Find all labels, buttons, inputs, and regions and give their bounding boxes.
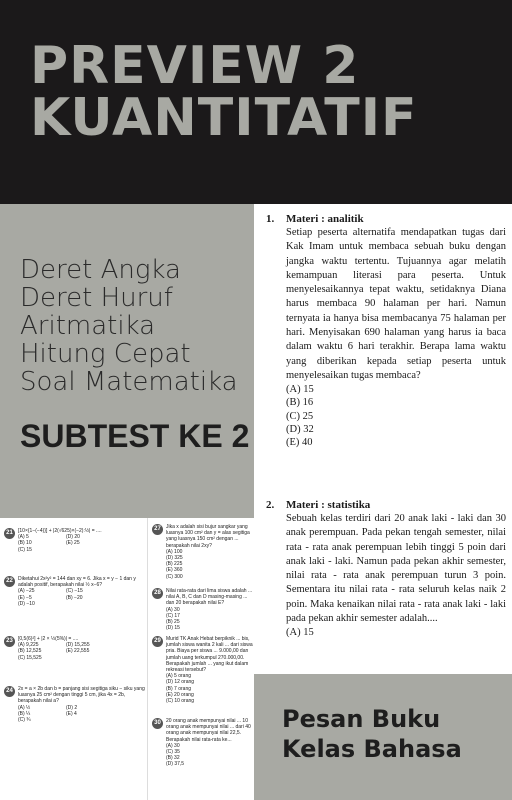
answer-option: (A) 100: [166, 548, 183, 555]
answer-option: (E) 20 orang: [166, 691, 194, 698]
question-topic: Materi : analitik: [286, 213, 364, 225]
answer-option: (B) 16: [286, 397, 314, 409]
order-line1: Pesan Buku: [282, 705, 441, 733]
answer-option: (B) 7 orang: [166, 685, 192, 692]
thumb-question: [152, 718, 254, 768]
question-number: 2.: [266, 499, 275, 511]
question-text: Sebuah kelas terdiri dari 20 anak laki - laki dan 30 anak perempuan. Pada pekan tengah semester, nilai rata - rata anak perempuan lebih tinggi 5 poin dari anak laki - laki. Namun pada pekan akhir semester, nilai rata - rata anak perempuan turun 3 poin. Sementara itu nilai rata - rata seluruh kelas naik 2 poin. Maka kenaikan nilai rata - rata anak laki - laki pada pekan akhir semester adalah....: [286, 513, 506, 625]
answer-option: (A) 9,225: [18, 642, 39, 649]
question-number-badge: 30: [152, 718, 163, 729]
answer-option: (E) 4: [66, 710, 77, 717]
answer-option: (E) 40: [286, 437, 313, 449]
answer-option: (D) −10: [18, 600, 35, 607]
question-topic: Materi : statistika: [286, 499, 371, 511]
subtest-label: SUBTEST KE 2: [20, 418, 250, 454]
answer-option: (B) 12,525: [18, 648, 42, 655]
answer-option: (D) 12 orang: [166, 679, 195, 686]
answer-option: (A) 5 orang: [166, 673, 192, 680]
answer-option: (E) −5: [18, 594, 32, 601]
practice-sheet-thumbnail: [0, 518, 254, 800]
question-text: Murid TK Anak Hebat berpiknik ... bis, jumlah siswa wanita 2 kali ... dari siswa pria. Biaya per siswa ... 9.000,00 dan jumlah uang terkumpul 270.000,00. Berapakah jumlah ... yang ikut dalam rekreasi tersebut?: [166, 636, 253, 674]
answer-option: (D) 37,5: [166, 761, 185, 768]
topic-item: Aritmatika: [20, 311, 156, 341]
answer-option: (A) 30: [166, 606, 180, 613]
question-text: 2x = a × 2b dan b = panjang sisi segitiga siku − siku yang luasnya 25 cm² dengan tinggi 5 cm, jika 4x = 2b, berapakah nilai a?: [18, 686, 145, 705]
options: [166, 607, 254, 632]
topic-item: Deret Huruf: [20, 283, 173, 313]
answer-option: (C) 15: [18, 546, 32, 553]
options: [166, 549, 254, 580]
answer-option: (C) ¾: [18, 717, 31, 724]
options: [166, 743, 254, 768]
answer-option: (A) −25: [18, 588, 35, 595]
options: [18, 705, 146, 724]
question-number-badge: 21: [4, 528, 15, 539]
answer-option: (C) 300: [166, 573, 183, 580]
answer-option: (A) 5: [18, 534, 29, 541]
answer-option: (B) 10: [18, 540, 32, 547]
thumb-question: [4, 636, 146, 661]
question-number-badge: 24: [4, 686, 15, 697]
answer-option: (B) ¼: [18, 710, 31, 717]
question-text: [0,5(6)²] + |2 × ½(5%)| = ....: [18, 636, 79, 642]
question-number-badge: 27: [152, 524, 163, 535]
answer-option: (D) 15: [166, 625, 180, 632]
answer-option: (E) 22,555: [66, 648, 90, 655]
answer-option: (C) 15,525: [18, 654, 42, 661]
cover-header: [0, 0, 512, 204]
options: [166, 673, 254, 704]
question-number-badge: 28: [152, 588, 163, 599]
column-divider: [147, 518, 148, 800]
question-text: Nilai rata-rata dari lima siswa adalah ... nilai A, B, C dan D masing-masing ... dan 20 berapakah nilai E?: [166, 588, 253, 607]
thumb-question: [4, 576, 146, 607]
answer-option: (C) −15: [66, 588, 83, 595]
topic-item: Deret Angka: [20, 255, 181, 285]
answer-option: (D) 325: [166, 555, 183, 562]
answer-option: (D) 2: [66, 704, 78, 711]
answer-option: (B) 25: [166, 619, 180, 626]
answer-option: (B) 225: [166, 561, 183, 568]
thumb-question: [4, 686, 146, 723]
topic-item: Hitung Cepat: [20, 339, 191, 369]
answer-option: (A) ½: [18, 704, 31, 711]
answer-option: (B) 32: [166, 755, 180, 762]
thumb-question: [152, 524, 254, 580]
answer-option: (A) 15: [286, 384, 314, 396]
topic-list: [20, 256, 238, 396]
order-book-callout: [282, 704, 462, 764]
question-number-badge: 29: [152, 636, 163, 647]
question-text: [10×{1−(−4)}] + |2(√625)×(−2):½| = ....: [18, 528, 102, 534]
question-text: 20 orang anak mempunyai nilai ... 10 orang anak mempunyai nilai ... dari 40 orang anak mempunyai nilai 22,5. Berapakah nilai rata-rata ke...: [166, 718, 251, 743]
answer-option: (A) 15: [286, 627, 314, 639]
topic-item: Soal Matematika: [20, 367, 238, 397]
answer-option: (A) 30: [166, 742, 180, 749]
thumb-question: [4, 528, 146, 553]
answer-option: (C) 10 orang: [166, 698, 195, 705]
options: [18, 642, 146, 661]
answer-option: (C) 35: [166, 749, 180, 756]
question-number: 1.: [266, 213, 275, 225]
question-text: Diketahui 2x²y² = 144 dan xy = 6. Jika x = y − 1 dan y adalah positif, berapakah nilai ½ x−6?: [18, 576, 136, 589]
preview-title-line2: KUANTITATIF: [30, 88, 418, 148]
options: [18, 534, 146, 553]
question-heading: [266, 498, 506, 512]
answer-option: (C) 25: [286, 410, 314, 422]
question-heading: [266, 212, 506, 226]
answer-option: (E) 25: [66, 540, 80, 547]
options: [18, 588, 146, 607]
preview-title-line1: PREVIEW 2: [30, 36, 360, 96]
question-page: [254, 204, 512, 674]
answer-option: (C) 17: [166, 612, 180, 619]
thumb-question: [152, 636, 254, 704]
question-number-badge: 23: [4, 636, 15, 647]
question-text: Setiap peserta alternatifa mendapatkan tugas dari Kak Imam untuk membaca sebuah buku dengan jangka waktu tertentu. Tujuannya agar melatih kemampuan literasi para peserta. Untuk menyelesaikannya tepat waktu, setidaknya Diana harus membaca 90 halaman per hari. Namun ternyata ia hanya bisa membacanya 75 halaman per hari. Menyisakan 690 halaman yang harus ia baca dalam waktu 6 hari terakhir. Berapa lama waktu yang diberikan kepada setiap peserta untuk menyelesaikan tugas membaca?: [286, 227, 506, 381]
order-line2: Kelas Bahasa: [282, 735, 462, 763]
question-block: [266, 212, 506, 449]
answer-option: (D) 20: [66, 534, 80, 541]
thumb-question: [152, 588, 254, 631]
answer-option: (D) 32: [286, 423, 314, 435]
question-text: Jika x adalah sisi bujur sangkar yang luasnya 100 cm² dan y = alas segitiga yang luasnya 150 cm² dengan ... berapakah nilai 2xy?: [166, 524, 250, 549]
answer-option: (D) 15,255: [66, 642, 90, 649]
answer-option: (B) −20: [66, 594, 83, 601]
question-number-badge: 22: [4, 576, 15, 587]
answer-option: (E) 360: [166, 567, 183, 574]
question-block: [266, 498, 506, 640]
